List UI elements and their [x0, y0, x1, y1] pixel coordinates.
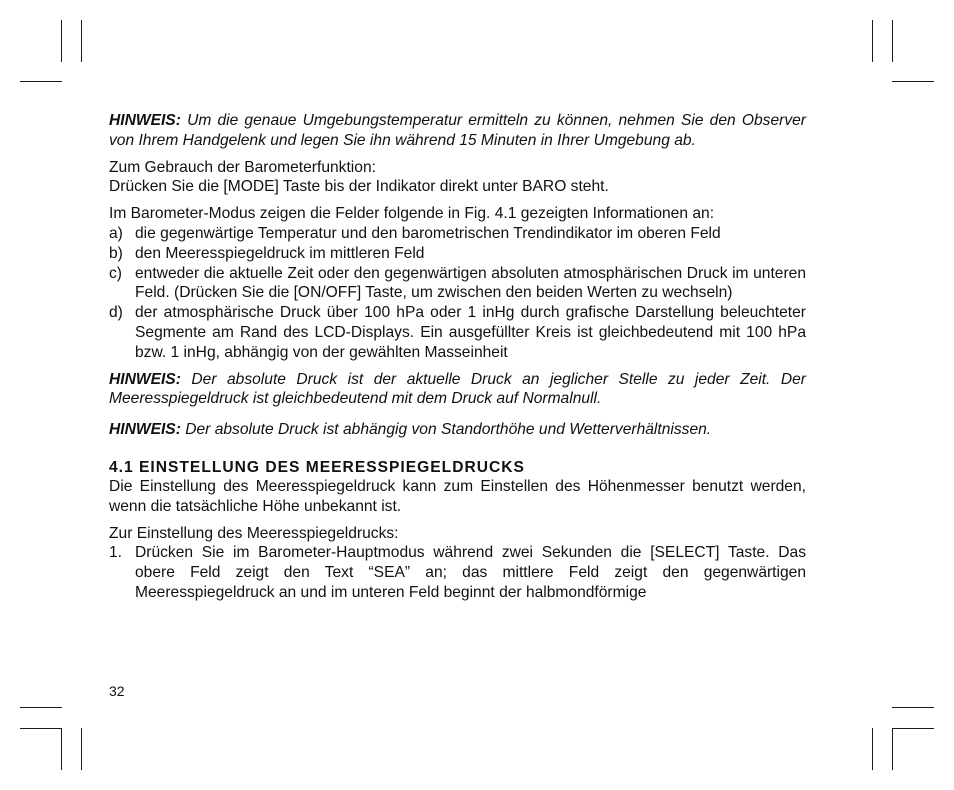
- crop-mark: [892, 707, 934, 708]
- crop-mark: [61, 20, 62, 62]
- steps-intro: Zur Einstellung des Meeresspiegeldrucks:: [109, 524, 399, 542]
- display-intro: Im Barometer-Modus zeigen die Felder folgende in Fig. 4.1 gezeigten Informationen an:: [109, 205, 715, 223]
- list-item: [109, 264, 806, 304]
- page-number: 32: [109, 683, 125, 699]
- list-marker: 1.: [109, 544, 123, 562]
- list-item: [109, 303, 806, 362]
- crop-mark: [20, 81, 62, 82]
- page-content: [109, 111, 806, 610]
- list-item-text: den Meeresspiegeldruck im mittleren Feld: [135, 244, 425, 262]
- display-list: [109, 224, 806, 363]
- section-heading: 4.1 EINSTELLUNG DES MEERESSPIEGELDRUCKS: [109, 458, 525, 476]
- list-item-text: die gegenwärtige Temperatur und den barometrischen Trendindikator im oberen Feld: [135, 224, 721, 242]
- crop-mark: [81, 20, 82, 62]
- note-text: Der absolute Druck ist abhängig von Standorthöhe und Wetterverhältnissen.: [185, 421, 712, 439]
- steps-list: [109, 543, 806, 602]
- list-marker: c): [109, 264, 122, 282]
- crop-mark: [20, 707, 62, 708]
- list-item: [109, 543, 806, 602]
- list-item: [109, 244, 806, 264]
- crop-mark: [20, 728, 62, 729]
- list-marker: b): [109, 244, 123, 262]
- crop-mark: [892, 728, 893, 770]
- crop-mark: [892, 20, 893, 62]
- section-intro: Die Einstellung des Meeresspiegeldruck kann zum Einstellen des Höhenmesser benutzt werden, wenn die tatsächliche Höhe unbekannt ist.: [109, 477, 806, 515]
- list-marker: d): [109, 304, 123, 322]
- crop-mark: [872, 728, 873, 770]
- crop-mark: [61, 728, 62, 770]
- crop-mark: [892, 81, 934, 82]
- usage-instructions: [109, 158, 806, 198]
- note-text: Der absolute Druck ist der aktuelle Druck an jeglicher Stelle zu jeder Zeit. Der Meeresspiegeldruck ist gleichbedeutend mit dem Druck auf Normalnull.: [109, 370, 806, 408]
- list-item-text: Drücken Sie im Barometer-Hauptmodus während zwei Sekunden die [SELECT] Taste. Das obere Feld zeigt den Text “SEA” an; das mittlere Feld zeigt den gegenwärtigen Meeresspiegeldruck an und im unteren Feld beginnt der halbmondförmige: [135, 544, 806, 601]
- note-pressure-dependency: [109, 420, 806, 440]
- usage-line: Zum Gebrauch der Barometerfunktion:: [109, 158, 376, 176]
- list-item-text: entweder die aktuelle Zeit oder den gegenwärtigen absoluten atmosphärischen Druck im unteren Feld. (Drücken Sie die [ON/OFF] Taste, um zwischen den beiden Werten zu wechseln): [135, 264, 806, 302]
- list-item: [109, 224, 806, 244]
- note-label: HINWEIS:: [109, 421, 181, 439]
- crop-mark: [81, 728, 82, 770]
- note-temperature: [109, 111, 806, 151]
- note-text: Um die genaue Umgebungstemperatur ermitteln zu können, nehmen Sie den Observer von Ihrem Handgelenk und legen Sie ihn während 15 Minuten in Ihrer Umgebung ab.: [109, 112, 806, 149]
- note-label: HINWEIS:: [109, 112, 181, 129]
- note-label: HINWEIS:: [109, 370, 181, 388]
- usage-line: Drücken Sie die [MODE] Taste bis der Indikator direkt unter BARO steht.: [109, 178, 609, 196]
- note-absolute-pressure: [109, 370, 806, 410]
- list-item-text: der atmosphärische Druck über 100 hPa oder 1 inHg durch grafische Darstellung beleuchteter Segmente am Rand des LCD-Displays. Ein ausgefüllter Kreis ist gleichbedeutend mit 100 hPa bzw. 1 inHg, abhängig von der gewählten Masseinheit: [135, 304, 806, 361]
- crop-mark: [892, 728, 934, 729]
- crop-mark: [872, 20, 873, 62]
- list-marker: a): [109, 224, 123, 242]
